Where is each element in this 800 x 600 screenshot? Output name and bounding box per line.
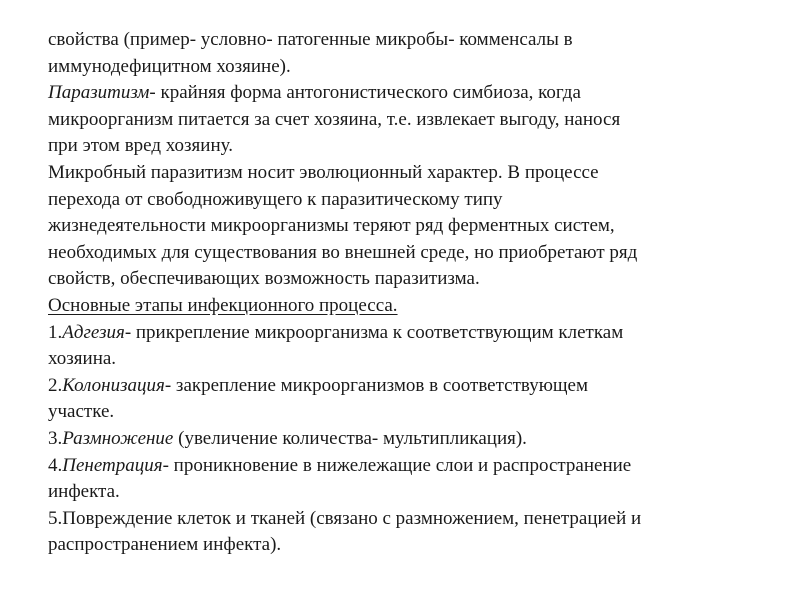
stage-1-line1 bbox=[48, 320, 770, 347]
stage-1-definition: - прикрепление микроорганизма к соответствующим клеткам bbox=[124, 321, 624, 343]
evolution-line5: свойств, обеспечивающих возможность паразитизма. bbox=[48, 268, 480, 290]
stage-2-term: Колонизация bbox=[62, 374, 165, 396]
stage-2-line1 bbox=[48, 373, 770, 400]
evolution-line4: необходимых для существования во внешней среде, но приобретают ряд bbox=[48, 241, 638, 263]
para1-line2: иммунодефицитном хозяине). bbox=[48, 55, 291, 77]
stage-4-definition: - проникновение в нижележащие слои и распространение bbox=[162, 454, 632, 476]
stage-4-term: Пенетрация bbox=[62, 454, 163, 476]
stage-5-line2: распространением инфекта). bbox=[48, 534, 282, 556]
parasitism-line3: при этом вред хозяину. bbox=[48, 135, 233, 157]
evolution-line2: перехода от свободноживущего к паразитическому типу bbox=[48, 188, 503, 210]
parasitism-term: Паразитизм bbox=[48, 82, 150, 104]
parasitism-line1 bbox=[48, 80, 770, 107]
parasitism-line2: микроорганизм питается за счет хозяина, т.е. извлекает выгоду, нанося bbox=[48, 108, 621, 130]
stage-1-line2: хозяина. bbox=[48, 348, 117, 370]
evolution-line1: Микробный паразитизм носит эволюционный характер. В процессе bbox=[48, 161, 599, 183]
stage-3-term: Размножение bbox=[62, 427, 174, 449]
stage-2-line2: участке. bbox=[48, 401, 115, 423]
document-text bbox=[48, 27, 770, 559]
para1-line1: свойства (пример- условно- патогенные микробы- комменсалы в bbox=[48, 29, 573, 50]
stage-2-number: 2. bbox=[48, 374, 63, 396]
parasitism-definition: - крайняя форма антогонистического симбиоза, когда bbox=[149, 82, 581, 104]
stage-1-number: 1. bbox=[48, 321, 63, 343]
stages-heading: Основные этапы инфекционного процесса. bbox=[48, 294, 398, 316]
stage-3-line1 bbox=[48, 426, 770, 453]
stage-3-number: 3. bbox=[48, 427, 63, 449]
evolution-line3: жизнедеятельности микроорганизмы теряют ряд ферментных систем, bbox=[48, 215, 615, 237]
stage-4-line2: инфекта. bbox=[48, 481, 120, 503]
stage-2-definition: - закрепление микроорганизмов в соответствующем bbox=[164, 374, 588, 396]
stage-5-line1: 5.Повреждение клеток и тканей (связано с размножением, пенетрацией и bbox=[48, 507, 642, 529]
stage-3-definition: (увеличение количества- мультипликация). bbox=[173, 427, 527, 449]
stage-1-term: Адгезия bbox=[62, 321, 125, 343]
stage-4-line1 bbox=[48, 453, 770, 480]
stage-4-number: 4. bbox=[48, 454, 63, 476]
